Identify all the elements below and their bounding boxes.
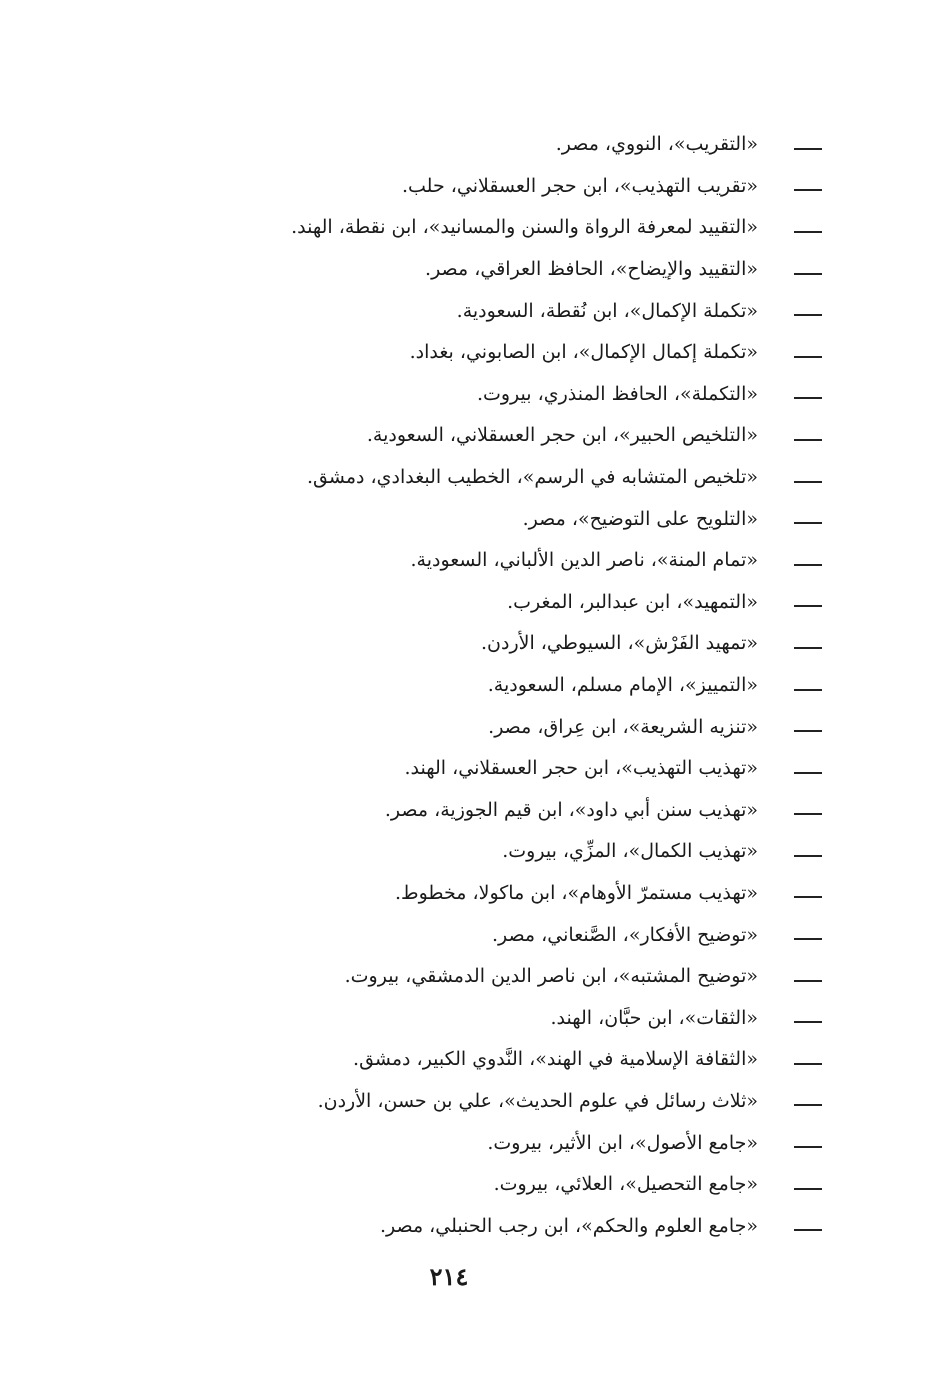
entry-text: «التلويح على التوضيح»، مصر. xyxy=(522,507,758,530)
entry-dash xyxy=(794,896,822,898)
entry-text: «تنزيه الشريعة»، ابن عِراق، مصر. xyxy=(488,715,758,738)
entry-dash xyxy=(794,813,822,815)
entry-text: «تهذيب مستمرّ الأوهام»، ابن ماكولا، مخطوط. xyxy=(394,881,758,904)
bibliography-entry xyxy=(122,374,822,416)
entry-text: «تقريب التهذيب»، ابن حجر العسقلاني، حلب. xyxy=(401,174,758,197)
bibliography-entry xyxy=(122,582,822,624)
entry-dash xyxy=(794,1146,822,1148)
entry-dash xyxy=(794,148,822,150)
bibliography-entry xyxy=(122,1081,822,1123)
page-number: ٢١٤ xyxy=(429,1262,469,1291)
entry-text: «جامع العلوم والحكم»، ابن رجب الحنبلي، مصر. xyxy=(379,1214,758,1237)
entry-text: «تهذيب سنن أبي داود»، ابن قيم الجوزية، مصر. xyxy=(384,798,758,821)
entry-dash xyxy=(794,314,822,316)
entry-dash xyxy=(794,689,822,691)
entry-dash xyxy=(794,1229,822,1231)
entry-dash xyxy=(794,1104,822,1106)
entry-dash xyxy=(794,231,822,233)
entry-dash xyxy=(794,564,822,566)
entry-text: «توضيح المشتبه»، ابن ناصر الدين الدمشقي، بيروت. xyxy=(344,965,758,988)
bibliography-entry xyxy=(122,1122,822,1164)
entry-dash xyxy=(794,439,822,441)
entry-text: «تكملة إكمال الإكمال»، ابن الصابوني، بغداد. xyxy=(409,341,758,364)
entry-text: «تكملة الإكمال»، ابن نُقطة، السعودية. xyxy=(456,299,758,322)
entry-dash xyxy=(794,189,822,191)
entry-text: «جامع التحصيل»، العلائي، بيروت. xyxy=(493,1173,758,1196)
entry-dash xyxy=(794,772,822,774)
entry-text: «التمييز»، الإمام مسلم، السعودية. xyxy=(487,674,758,697)
entry-text: «الثقافة الإسلامية في الهند»، النَّدوي الكبير، دمشق. xyxy=(353,1048,758,1071)
bibliography-list xyxy=(122,124,822,1247)
bibliography-entry xyxy=(122,207,822,249)
entry-text: «تمام المنة»، ناصر الدين الألباني، السعودية. xyxy=(410,549,758,572)
entry-text: «التكملة»، الحافظ المنذري، بيروت. xyxy=(476,382,758,405)
entry-text: «جامع الأصول»، ابن الأثير، بيروت. xyxy=(487,1131,758,1154)
entry-text: «توضيح الأفكار»، الصَّنعاني، مصر. xyxy=(491,923,758,946)
entry-dash xyxy=(794,1021,822,1023)
entry-dash xyxy=(794,730,822,732)
bibliography-entry xyxy=(122,997,822,1039)
bibliography-entry xyxy=(122,831,822,873)
bibliography-entry xyxy=(122,498,822,540)
entry-text: «التلخيص الحبير»، ابن حجر العسقلاني، السعودية. xyxy=(366,424,758,447)
entry-text: «التقريب»، النووي، مصر. xyxy=(555,133,758,156)
bibliography-entry xyxy=(122,540,822,582)
bibliography-entry xyxy=(122,790,822,832)
entry-dash xyxy=(794,273,822,275)
entry-text: «التقييد والإيضاح»، الحافظ العراقي، مصر. xyxy=(425,258,758,281)
bibliography-entry xyxy=(122,332,822,374)
entry-dash xyxy=(794,605,822,607)
entry-text: «ثلاث رسائل في علوم الحديث»، علي بن حسن، الأردن. xyxy=(317,1089,758,1112)
bibliography-entry xyxy=(122,1039,822,1081)
bibliography-entry xyxy=(122,873,822,915)
entry-text: «الثقات»، ابن حبَّان، الهند. xyxy=(550,1006,758,1029)
bibliography-entry xyxy=(122,124,822,166)
bibliography-entry xyxy=(122,1205,822,1247)
entry-dash xyxy=(794,481,822,483)
bibliography-entry xyxy=(122,956,822,998)
entry-text: «التقييد لمعرفة الرواة والسنن والمسانيد»، ابن نقطة، الهند. xyxy=(291,216,758,239)
entry-dash xyxy=(794,397,822,399)
bibliography-entry xyxy=(122,290,822,332)
entry-dash xyxy=(794,980,822,982)
bibliography-entry xyxy=(122,415,822,457)
entry-text: «التمهيد»، ابن عبدالبر، المغرب. xyxy=(507,590,758,613)
bibliography-entry xyxy=(122,1164,822,1206)
entry-text: «تهذيب الكمال»، المزِّي، بيروت. xyxy=(502,840,758,863)
bibliography-entry xyxy=(122,623,822,665)
entry-dash xyxy=(794,938,822,940)
entry-text: «تهذيب التهذيب»، ابن حجر العسقلاني، الهند. xyxy=(404,757,758,780)
entry-dash xyxy=(794,1063,822,1065)
entry-text: «تمهيد الفَرْش»، السيوطي، الأردن. xyxy=(481,632,758,655)
bibliography-entry xyxy=(122,748,822,790)
bibliography-entry xyxy=(122,166,822,208)
bibliography-entry xyxy=(122,249,822,291)
bibliography-entry xyxy=(122,665,822,707)
entry-dash xyxy=(794,855,822,857)
entry-dash xyxy=(794,522,822,524)
bibliography-entry xyxy=(122,914,822,956)
entry-dash xyxy=(794,647,822,649)
bibliography-entry xyxy=(122,457,822,499)
bibliography-entry xyxy=(122,706,822,748)
entry-dash xyxy=(794,1188,822,1190)
entry-text: «تلخيص المتشابه في الرسم»، الخطيب البغدادي، دمشق. xyxy=(307,466,758,489)
entry-dash xyxy=(794,356,822,358)
